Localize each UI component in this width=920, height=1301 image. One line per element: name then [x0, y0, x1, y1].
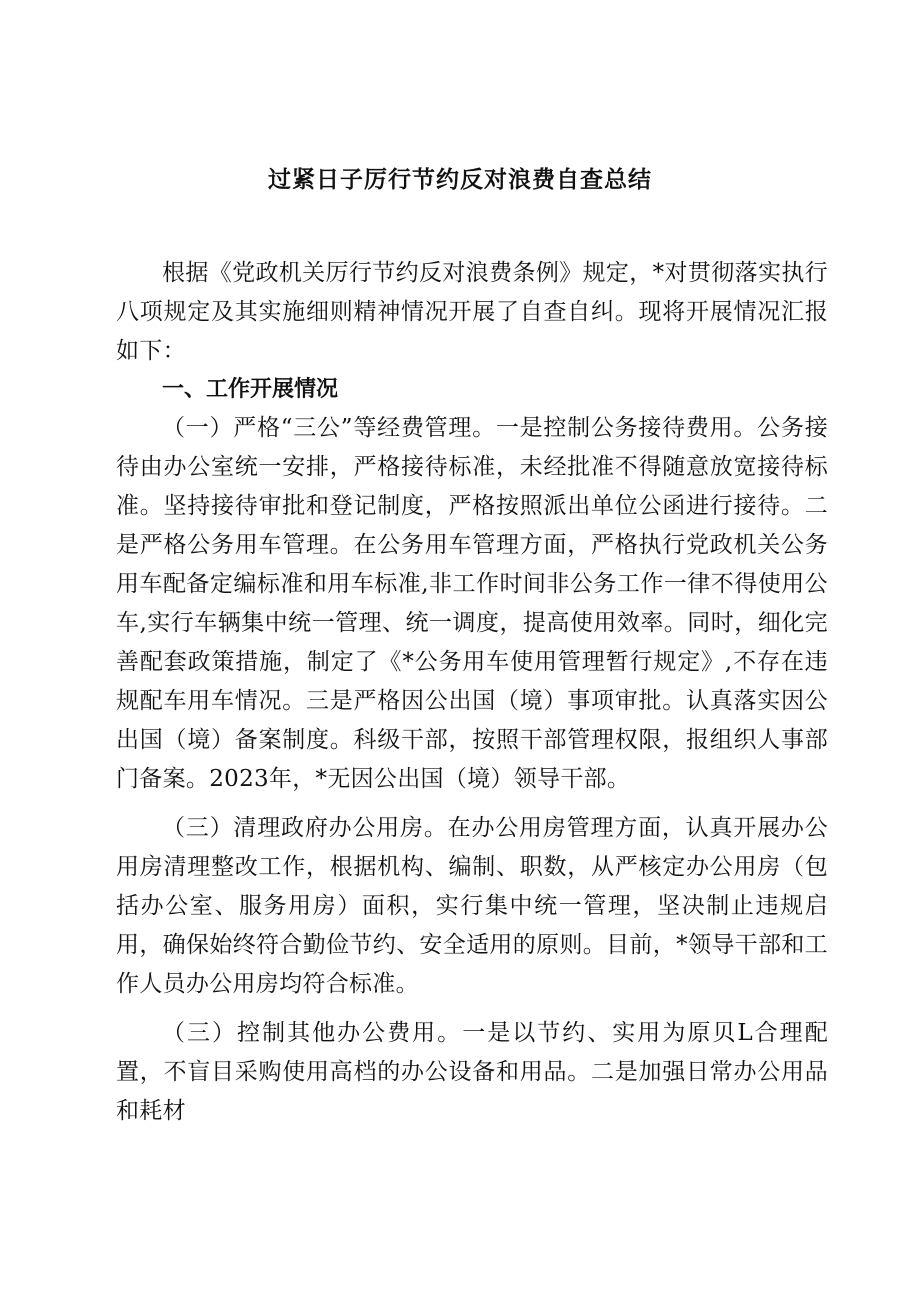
subsection-paragraph-2: （三）清理政府办公用房。在办公用房管理方面，认真开展办公用房清理整改工作，根据机构、编制、职数，从严核定办公用房（包括办公室、服务用房）面积，实行集中统一管理，坚决制止违规启用，确保始终符合勤俭节约、安全适用的原则。目前，*领导干部和工作人员办公用房均符合标准。	[116, 815, 828, 997]
document-title: 过紧日子厉行节约反对浪费自查总结	[268, 167, 652, 193]
paragraph-spacer	[116, 799, 828, 809]
section-heading-1: 一、工作开展情况	[162, 377, 339, 402]
document-body	[116, 254, 828, 1131]
paragraph-spacer	[116, 1004, 828, 1014]
subsection-paragraph-3: （三）控制其他办公费用。一是以节约、实用为原贝L合理配置，不盲目采购使用高档的办公设备和用品。二是加强日常办公用品和耗材	[116, 1020, 828, 1124]
intro-paragraph: 根据《党政机关厉行节约反对浪费条例》规定，*对贯彻落实执行八项规定及其实施细则精神情况开展了自查自纠。现将开展情况汇报如下：	[116, 260, 828, 364]
subsection-paragraph-1: （一）严格“三公”等经费管理。一是控制公务接待费用。公务接待由办公室统一安排，严格接待标准，未经批准不得随意放宽接待标准。坚持接待审批和登记制度，严格按照派出单位公函进行接待。二是严格公务用车管理。在公务用车管理方面，严格执行党政机关公务用车配备定编标准和用车标准,非工作时间非公务工作一律不得使用公车,实行车辆集中统一管理、统一调度，提高使用效率。同时，细化完善配套政策措施，制定了《*公务用车使用管理暂行规定》,不存在违规配车用车情况。三是严格因公出国（境）事项审批。认真落实因公出国（境）备案制度。科级干部，按照干部管理权限，报组织人事部门备案。2023年，*无因公出国（境）领导干部。	[116, 415, 828, 792]
